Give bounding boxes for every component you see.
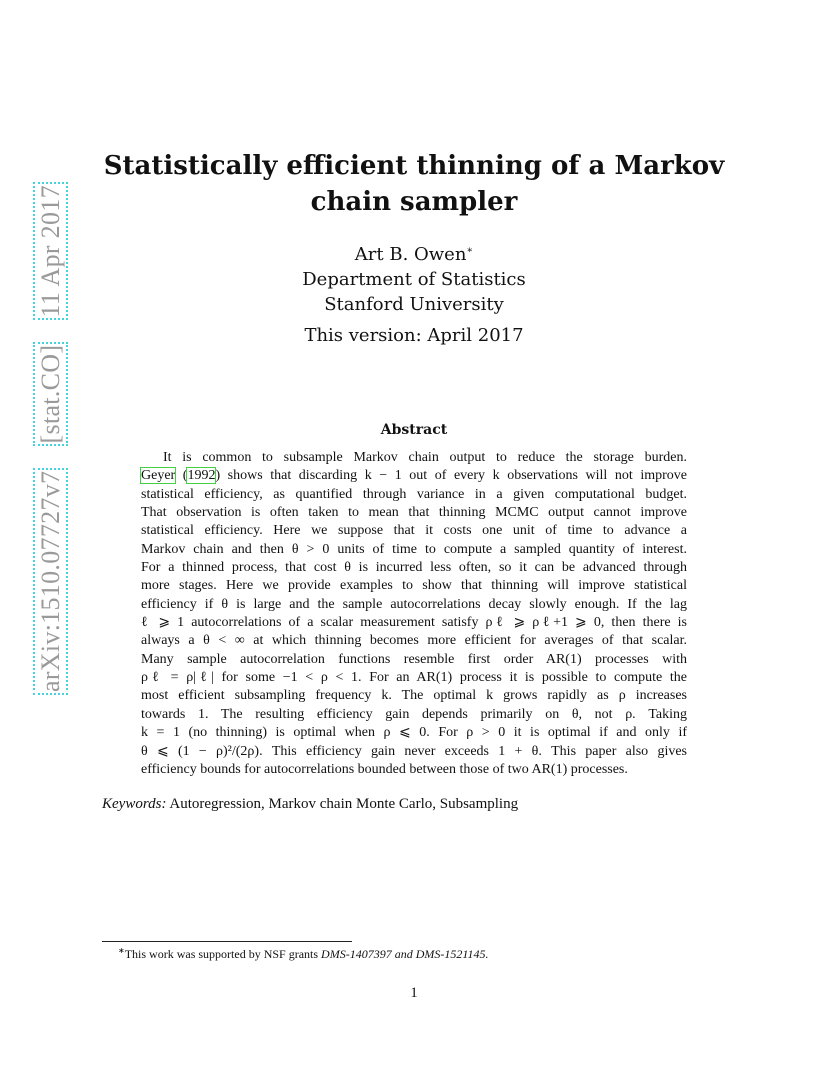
arxiv-identifier-stamp[interactable] xyxy=(36,185,66,692)
title-line-1: Statistically efficient thinning of a Markov xyxy=(103,151,725,181)
abstract-line: towards 1. The resulting efficiency gain depends primarily on θ, not ρ. Taking xyxy=(141,706,687,722)
arxiv-date[interactable]: 11 Apr 2017 xyxy=(36,185,65,318)
abstract-line: ρℓ = ρ|ℓ| for some −1 < ρ < 1. For an AR(1) process it is possible to compute the xyxy=(141,670,687,686)
arxiv-id[interactable]: arXiv:1510.07727v7 xyxy=(36,470,65,692)
author-name: Art B. Owen xyxy=(354,244,467,265)
abstract-heading: Abstract xyxy=(380,422,448,438)
author-department: Department of Statistics xyxy=(302,269,526,290)
abstract-line: θ ⩽ (1 − ρ)²/(2ρ). This efficiency gain never exceeds 1 + θ. This paper also gives xyxy=(141,743,687,759)
author-footnote-marker[interactable]: ∗ xyxy=(466,245,474,256)
abstract-line: most efficient subsampling frequency k. The optimal k grows rapidly as ρ increases xyxy=(141,688,687,704)
abstract-line-text: shows that discarding k − 1 out of every k observations will not improve xyxy=(227,468,687,484)
arxiv-spacer xyxy=(36,324,65,338)
abstract-line: ℓ ⩾ 1 autocorrelations of a scalar measurement satisfy ρℓ ⩾ ρℓ+1 ⩾ 0, then there is xyxy=(141,615,687,631)
title-line-2: chain sampler xyxy=(310,187,518,217)
footnote-divider xyxy=(102,941,352,942)
abstract-line: efficiency if θ is large and the sample autocorrelations decay slowly enough. If the lag xyxy=(141,596,687,612)
footnote-grants: DMS-1407397 and DMS-1521145. xyxy=(321,947,489,961)
abstract-line: Many sample autocorrelation functions resemble first order AR(1) processes with xyxy=(141,651,687,667)
author-line xyxy=(100,238,728,267)
citation-link-year[interactable]: 1992 xyxy=(187,468,216,484)
abstract-line: Markov chain and then θ > 0 units of time to compute a sampled quantity of interest. xyxy=(141,541,687,557)
keywords-text: Autoregression, Markov chain Monte Carlo, Subsampling xyxy=(169,796,519,812)
abstract-line: efficiency bounds for autocorrelations bounded between those of two AR(1) processes. xyxy=(141,761,628,777)
abstract-body xyxy=(141,449,687,779)
author-block xyxy=(100,238,728,317)
version-date: This version: April 2017 xyxy=(304,325,524,346)
abstract-line: For a thinned process, that cost θ is incurred less often, so it can be advanced through xyxy=(141,560,687,576)
citation-link-author[interactable]: Geyer xyxy=(141,468,176,484)
abstract-line: It is common to subsample Markov chain output to reduce the storage burden. xyxy=(163,450,687,465)
abstract-line: That observation is often taken to mean that thinning MCMC output cannot improve xyxy=(141,505,687,521)
footnote xyxy=(118,946,488,962)
author-university: Stanford University xyxy=(324,294,504,315)
footnote-text: This work was supported by NSF grants xyxy=(124,947,319,961)
arxiv-spacer xyxy=(36,450,65,464)
abstract-line: statistical efficiency. Here we suppose that it costs one unit of time to advance a xyxy=(141,523,687,539)
abstract-line: Geyer (1992) shows that discarding k − 1 out of every k observations will not improve xyxy=(141,468,687,484)
keywords xyxy=(102,796,518,813)
abstract-line: always a θ < ∞ at which thinning becomes more efficient for averages of that scalar. xyxy=(141,633,687,649)
abstract-line: k = 1 (no thinning) is optimal when ρ ⩽ 0. For ρ > 0 it is optimal if and only if xyxy=(141,725,687,741)
abstract-line: more stages. Here we provide examples to show that thinning will improve statistical xyxy=(141,578,687,594)
keywords-label: Keywords: xyxy=(102,796,167,812)
arxiv-category[interactable]: [stat.CO] xyxy=(36,344,65,444)
abstract-line: statistical efficiency, as quantified through variance in a given computational budget. xyxy=(141,486,687,502)
paper-title xyxy=(100,148,728,220)
footnote-marker: ∗ xyxy=(118,946,125,955)
page-number: 1 xyxy=(410,985,418,1001)
